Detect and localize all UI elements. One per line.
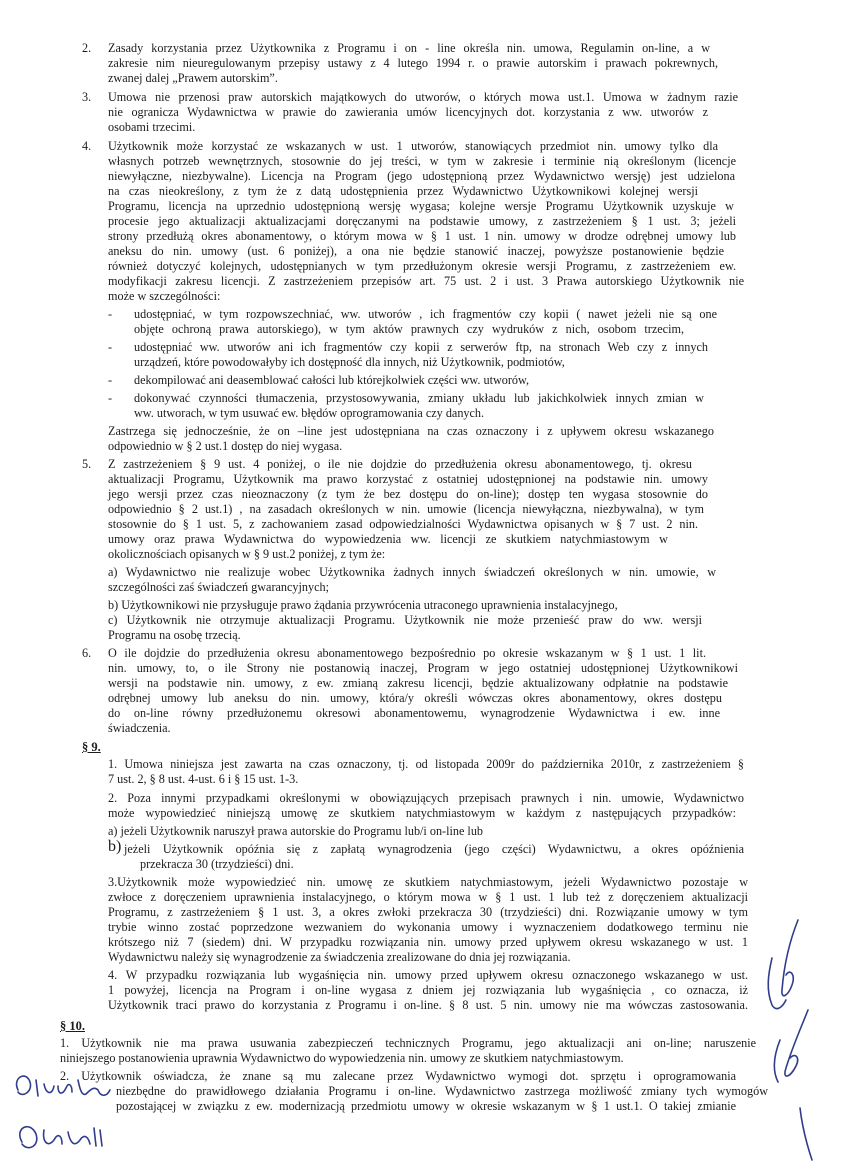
text-line: 1. Umowa niniejsza jest zawarta na czas oznaczony, tj. od listopada 2009r do października 2010r, z zastrzeżeniem § [108, 757, 744, 771]
text-line: może wypowiedzieć niniejszą umowę ze skutkiem natychmiastowym w każdym z następujących przypadków: [108, 806, 736, 820]
text-line: a) jeżeli Użytkownik naruszył prawa autorskie do Programu lub/i on-line lub [108, 824, 484, 838]
text-line: przekracza 30 (trzydzieści) dni. [140, 857, 294, 871]
item-number: 2. [82, 41, 92, 55]
bullet-line: ww. utworach, w tym usuwać ew. błędów oprogramowania czy danych. [134, 406, 485, 420]
item-number: 5. [82, 457, 92, 471]
text-line: odrębnej umowy lub aneksu do nin. umowy, która/y określi wówczas okres abonamentowy, okres dostępu [108, 691, 722, 705]
item-number: 3. [82, 90, 92, 104]
text-line: strony przedłużą okres abonamentowy, o którym mowa w § 1 ust. 1 nin. umowy w drodze odrębnej umowy lub [108, 229, 736, 243]
text-line: niezbędne do prawidłowego działania Programu i on-line. Wydawnictwo zastrzega możliwość zmiany tych wymogów [116, 1084, 768, 1098]
item-number: 6. [82, 646, 92, 660]
text-line: niniejszego postanowienia uprawnia Wydawnictwo do wypowiedzenia nin. umowy ze skutkiem natychmiastowym. [60, 1051, 624, 1065]
bullet-line: objęte ochroną prawa autorskiego), w tym aktów prawnych czy wydruków z nich, osobom trzecim, [134, 322, 684, 336]
text-line: do on-line równy przedłużonemu okresowi abonamentowemu, wynagrodzenie Wydawnictwa i ew. inne [108, 706, 720, 720]
text-line: Programu, licencja na uprzednio udostępnioną wersję wygasa; kolejne wersje Programu Użytkownik uzyskuje w [108, 199, 734, 213]
text-line: b) Użytkownikowi nie przysługuje prawo żądania przywrócenia utraconego uprawnienia instalacyjnego, [108, 598, 618, 612]
text-line: może w szczególności: [108, 289, 221, 303]
text-line: również dotyczyć kolejnych, udostępnianych w tym przedłużonym okresie wersji Programu, z zastrzeżeniem ew. [108, 259, 736, 273]
text-line: procesie jego aktualizacji aktualizacjami doręczanymi na podstawie umowy, z zastrzeżeniem § 1 ust. 3; jeżeli [108, 214, 736, 228]
text-line: pozostającej w związku z ew. modernizacją przedmiotu umowy w okresie wskazanym w § 1 ust.1. O takiej zmianie [116, 1099, 736, 1113]
text-line: szczególności zaś świadczeń gwarancyjnych; [108, 580, 329, 594]
text-line: krótszego niż 7 (siedem) dni. W przypadku rozwiązania nin. umowy przed upływem okresu wskazanego w ust. 1 [108, 935, 748, 949]
text-line: jeżeli Użytkownik opóźnia się z zapłatą wynagrodzenia (jego części) Wydawnictwu, a okres opóźnienia [124, 842, 744, 856]
text-line: O ile dojdzie do przedłużenia okresu abonamentowego bezpośrednio po okresie wskazanym w § 1 ust. 1 lit. [108, 646, 706, 660]
text-line: osobami trzecimi. [108, 120, 196, 134]
bullet-line: dokonywać czynności tłumaczenia, przystosowywania, zmiany układu lub jakichkolwiek innych zmian w [134, 391, 704, 405]
text-line: odpowiednio w § 2 ust.1 dostęp do niej wygasa. [108, 439, 343, 453]
text-line: Zasady korzystania przez Użytkownika z Programu i on - line określa nin. umowa, Regulamin on-line, a w [108, 41, 710, 55]
text-line: nin. umowy, to, o ile Strony nie postanowią inaczej, Program w jego ostatniej udostępnionej Użytkownikowi [108, 661, 738, 675]
item-number: 4. [82, 139, 92, 153]
text-line: trybie winno zostać poprzedzone wezwaniem do wykonania umowy i wyznaczeniem dodatkowego terminu nie [108, 920, 748, 934]
bullet-dash: - [108, 391, 113, 405]
text-line: a) Wydawnictwo nie realizuje wobec Użytkownika żadnych innych świadczeń określonych w nin. umowie, w [108, 565, 716, 579]
text-line: 7 ust. 2, § 8 ust. 4-ust. 6 i § 15 ust. 1-3. [108, 772, 299, 786]
text-line: Umowa nie przenosi praw autorskich majątkowych do utworów, o których mowa ust.1. Umowa w żadnym razie [108, 90, 738, 104]
text-line: Programu, z zastrzeżeniem § 1 ust. 3, a okres zwłoki przekracza 30 (trzydzieści) dni. Rozwiązanie umowy w tym [108, 905, 748, 919]
text-line: nie ogranicza Wydawnictwa w prawie do zawierania umów licencyjnych dot. korzystania z ww. utworów z [108, 105, 708, 119]
text-line: 1. Użytkownik nie ma prawa usuwania zabezpieczeń technicznych Programu, jego aktualizacji ani on-line; naruszenie [60, 1036, 756, 1050]
text-line: 1 powyżej, licencja na Program i on-line wygasa z dniem jej rozwiązania lub wygaśnięcia , co oznacza, iż [108, 983, 748, 997]
text-line: 2. Użytkownik oświadcza, że znane są mu zalecane przez Wydawnictwo wymogi dot. sprzętu i oprogramowania [60, 1069, 736, 1083]
bullet-line: urządzeń, które powodowałyby ich dostępność dla innych, niż Użytkownik, podmiotów, [134, 355, 565, 369]
text-line: Programu na osobę trzecią. [108, 628, 241, 642]
text-line: zwłoce z doręczeniem uprawnienia instalacyjnego, o którym mowa w § 1 ust. 1 lub też z doręczeniem aktualizacji [108, 890, 748, 904]
bullet-line: dekompilować ani deasemblować całości lub którejkolwiek części ww. utworów, [134, 373, 530, 387]
text-line: okolicznościach opisanych w § 9 ust.2 poniżej, z tym że: [108, 547, 386, 561]
text-line: modyfikacji zakresu licencji. Z zastrzeżeniem przepisów art. 75 ust. 2 i ust. 3 Prawa autorskiego Użytkownik nie [108, 274, 744, 288]
text-line: niewyłączne, niezbywalne). Licencja na Program (jego udostępnioną przez Wydawnictwo wersję) jest udzielona [108, 169, 735, 183]
text-line: na czas nieokreślony, z tym że z datą udostępnienia przez Wydawnictwo Użytkownikowi kolejnej wersji [108, 184, 698, 198]
text-line: stosownie do § 1 ust. 5, z zachowaniem zasad odpowiedzialności Wydawnictwa opisanych w § 7 ust. 2 nin. [108, 517, 698, 531]
signature-right-bottom-stroke [800, 1108, 812, 1160]
text-line: zwanej dalej „Prawem autorskim”. [108, 71, 278, 85]
text-line: 2. Poza innymi przypadkami określonymi w obowiązujących przepisach prawnych i nin. umowie, Wydawnictwo [108, 791, 744, 805]
text-line: odpowiednio § 2 ust.1) , na zasadach określonych w nin. umowie (licencja niewyłączna, niezbywalna), w tym [108, 502, 704, 516]
text-line: Użytkownik traci prawo do korzystania z Programu i on-line. § 8 ust. 5 nin. umowy nie ma wówczas zastosowania. [108, 998, 748, 1012]
text-line: jego wersji przez czas nieoznaczony (z tym że bez dostępu do on-line); dostęp ten wygasa stosownie do [108, 487, 708, 501]
text-line: Użytkownik może korzystać ze wskazanych w ust. 1 utworów, stanowiących przedmiot nin. umowy tylko dla [108, 139, 718, 153]
text-line: Z zastrzeżeniem § 9 ust. 4 poniżej, o ile nie dojdzie do przedłużenia okresu abonamentowego, tj. okresu [108, 457, 692, 471]
bullet-dash: - [108, 373, 113, 387]
section-heading: § 10. [60, 1019, 85, 1033]
text-line: Wydawnictwu należy się wynagrodzenie za świadczenia zrealizowane do dnia jej rozwiązania. [108, 950, 571, 964]
signature-left-lower [20, 1127, 102, 1148]
bullet-dash: - [108, 340, 113, 354]
list-letter: b) [108, 838, 122, 855]
text-line: aneksu do nin. umowy (ust. 6 poniżej), a ona nie będzie stanowić inaczej, powyższe postanowienie będzie [108, 244, 724, 258]
signature-right-upper [768, 920, 798, 1009]
text-line: 4. W przypadku rozwiązania lub wygaśnięcia nin. umowy przed upływem okresu oznaczonego wskazanego w ust. [108, 968, 748, 982]
signature-right-lower [774, 1010, 808, 1082]
text-line: własnych potrzeb wewnętrznych, stosownie do jej treści, w tym w zakresie i terminie nią określonym (licencje [108, 154, 736, 168]
bullet-dash: - [108, 307, 113, 321]
text-line: Zastrzega się jednocześnie, że on –line jest udostępniana na czas oznaczony i z upływem okresu wskazanego [108, 424, 714, 438]
section-heading: § 9. [82, 740, 101, 754]
text-line: 3.Użytkownik może wypowiedzieć nin. umowę ze skutkiem natychmiastowym, jeżeli Wydawnictwo pozostaje w [108, 875, 748, 889]
signature-left-upper [17, 1076, 110, 1096]
text-line: świadczenia. [108, 721, 171, 735]
text-line: aktualizacji Programu, Użytkownik ma prawo korzystać z ostatniej udostępnionej na podstawie nin. umowy [108, 472, 708, 486]
text-line: wersji na podstawie nin. umowy, z ew. zmianą zakresu licencji, będzie aktualizowany odpłatnie na podstawie [108, 676, 728, 690]
text-line: umowy oraz prawa Wydawnictwa do wypowiedzenia ww. licencji ze skutkiem natychmiastowym w [108, 532, 668, 546]
text-line: zakresie nim nieuregulowanym przepisy ustawy z 4 lutego 1994 r. o prawie autorskim i prawach pokrewnych, [108, 56, 718, 70]
bullet-line: udostępniać, w tym rozpowszechniać, ww. utworów , ich fragmentów czy kopii ( nawet jeżeli nie są one [134, 307, 717, 321]
text-line: c) Użytkownik nie otrzymuje aktualizacji Programu. Użytkownik nie może przenieść praw do ww. wersji [108, 613, 702, 627]
bullet-line: udostępniać ww. utworów ani ich fragmentów czy kopii z serwerów ftp, na stronach Web czy z innych [134, 340, 708, 354]
